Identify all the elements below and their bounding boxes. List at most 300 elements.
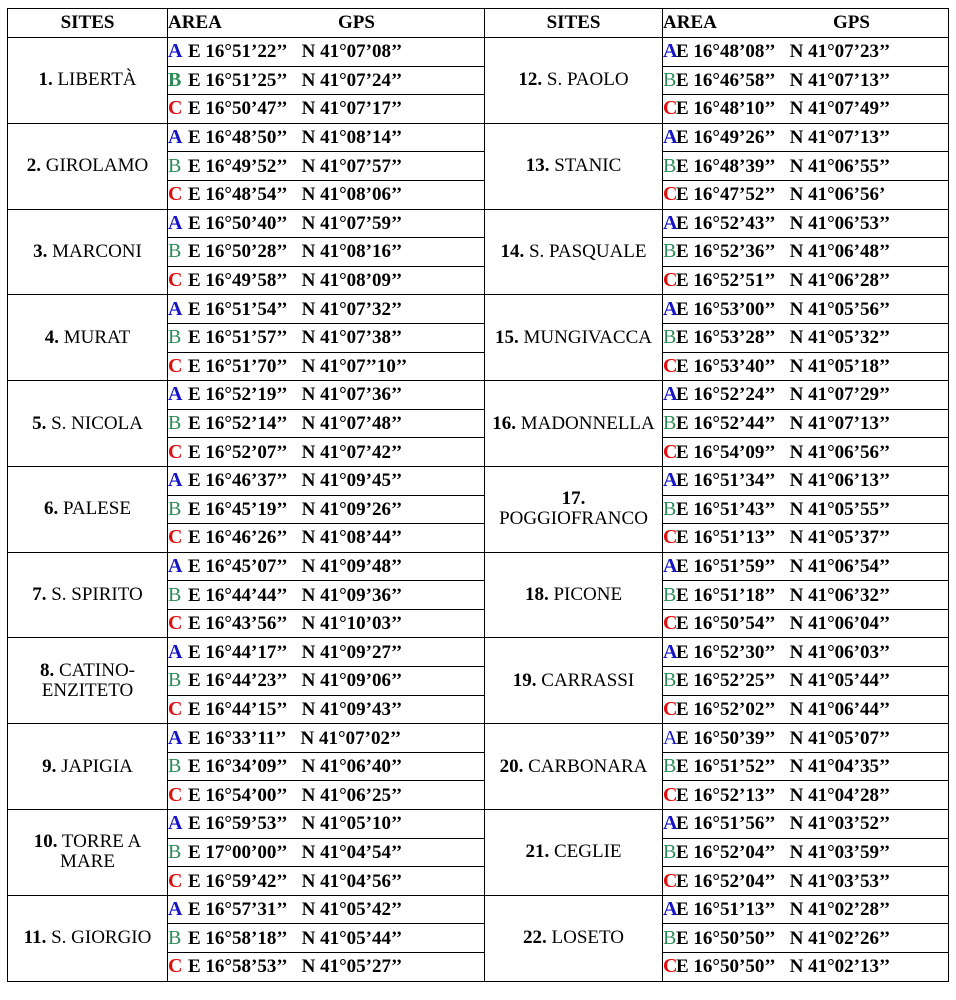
area-letter: B	[663, 68, 677, 91]
gps-cell	[168, 581, 485, 610]
gps-cell	[663, 695, 949, 724]
longitude: E 16°48’10’’	[676, 98, 776, 120]
longitude: E 16°52’04’’	[676, 870, 776, 892]
longitude: E 16°51’52’’	[676, 756, 776, 778]
latitude: N 41°09’26’’	[301, 498, 403, 520]
gps-cell	[663, 409, 949, 438]
area-letter: B	[663, 583, 677, 606]
area-letter: B	[168, 926, 182, 949]
site-name-cell	[8, 895, 168, 981]
site-name-cell	[8, 209, 168, 295]
site-name: MUNGIVACCA	[523, 326, 652, 348]
gps-cell	[168, 867, 485, 896]
longitude: E 16°52’13’’	[676, 784, 776, 806]
gps-cell	[663, 438, 949, 467]
gps-cell	[168, 695, 485, 724]
latitude: N 41°07’13’’	[789, 413, 891, 435]
longitude: E 16°51’43’’	[676, 498, 776, 520]
site-number: 12.	[518, 69, 543, 91]
gps-cell	[168, 609, 485, 638]
gps-sites-table	[7, 8, 949, 982]
area-letter: A	[168, 126, 183, 149]
longitude: E 16°50’47’’	[188, 98, 288, 120]
longitude: E 16°48’08’’	[676, 41, 776, 63]
area-letter: C	[663, 869, 678, 892]
gps-cell	[168, 381, 485, 410]
longitude: E 16°51’59’’	[676, 555, 776, 577]
latitude: N 41°02’26’’	[789, 927, 891, 949]
area-letter: B	[168, 154, 182, 177]
site-number: 16.	[492, 412, 516, 434]
area-letter: B	[168, 669, 182, 692]
area-letter: A	[663, 812, 678, 835]
site-name: LIBERTÀ	[57, 69, 137, 91]
longitude: E 16°58’18’’	[188, 927, 288, 949]
site-number: 3.	[33, 240, 48, 262]
site-name: PICONE	[553, 584, 623, 606]
area-letter: B	[168, 497, 182, 520]
site-number: 14.	[500, 240, 525, 262]
latitude: N 41°06’56’’	[789, 441, 891, 463]
area-letter: C	[168, 526, 183, 549]
site-name-cell	[8, 38, 168, 124]
gps-cell	[663, 924, 949, 953]
site-name-cell	[485, 724, 663, 810]
area-letter: A	[663, 554, 678, 577]
latitude: N 41°06’44’’	[789, 698, 891, 720]
longitude: E 16°51’13’’	[676, 899, 776, 921]
latitude: N 41°06’03’’	[789, 641, 891, 663]
area-header-left: AREA	[168, 12, 222, 33]
longitude: E 16°54’09’’	[676, 441, 776, 463]
latitude: N 41°05’55’’	[789, 498, 891, 520]
gps-cell	[663, 66, 949, 95]
site-name: S. PAOLO	[546, 69, 629, 91]
longitude: E 16°52’44’’	[676, 413, 776, 435]
gps-cell	[663, 953, 949, 982]
latitude: N 41°07’24’’	[301, 69, 403, 91]
site-name-cell	[485, 123, 663, 209]
longitude: E 16°54’00’’	[188, 784, 288, 806]
area-letter: A	[663, 126, 678, 149]
site-name-cell	[485, 38, 663, 124]
longitude: E 16°52’07’’	[188, 441, 288, 463]
area-letter: A	[663, 469, 678, 492]
latitude: N 41°06’54’’	[789, 555, 891, 577]
latitude: N 41°05’07’’	[789, 727, 891, 749]
table-body	[8, 38, 949, 982]
longitude: E 16°51’25’’	[188, 69, 288, 91]
longitude: E 16°51’70’’	[188, 355, 288, 377]
latitude: N 41°04’28’’	[789, 784, 891, 806]
latitude: N 41°04’56’’	[301, 870, 403, 892]
gps-cell	[168, 552, 485, 581]
latitude: N 41°08’44’’	[301, 527, 403, 549]
site-name: JAPIGIA	[61, 755, 133, 777]
latitude: N 41°05’56’’	[789, 298, 891, 320]
site-number: 19.	[512, 669, 537, 691]
site-name: TORRE A MARE	[60, 831, 142, 873]
area-letter: B	[663, 326, 677, 349]
site-name-cell	[8, 381, 168, 467]
table-row	[8, 209, 949, 238]
site-name: MARCONI	[52, 240, 142, 262]
area-letter: A	[168, 726, 183, 749]
gps-cell	[663, 95, 949, 124]
area-letter: C	[168, 869, 183, 892]
area-letter: B	[168, 755, 182, 778]
site-name: CATINO-ENZITETO	[41, 659, 135, 701]
gps-cell	[663, 266, 949, 295]
longitude: E 16°52’25’’	[676, 670, 776, 692]
sites-header-right: SITES	[485, 9, 663, 38]
area-letter: B	[663, 497, 677, 520]
latitude: N 41°07’49’’	[789, 98, 891, 120]
latitude: N 41°07’48’’	[301, 413, 403, 435]
site-number: 17.	[561, 488, 586, 510]
area-letter: A	[663, 297, 678, 320]
latitude: N 41°06’56’	[789, 184, 886, 206]
site-number: 11.	[23, 927, 47, 949]
area-gps-header-left	[168, 9, 485, 38]
longitude: E 16°45’07’’	[188, 555, 288, 577]
gps-cell	[663, 495, 949, 524]
area-letter: B	[663, 154, 677, 177]
gps-cell	[168, 409, 485, 438]
latitude: N 41°06’32’’	[789, 584, 891, 606]
longitude: E 16°34’09’’	[188, 756, 288, 778]
longitude: E 16°44’44’’	[188, 584, 288, 606]
area-gps-header-right	[663, 9, 949, 38]
site-number: 10.	[33, 831, 58, 853]
gps-cell	[168, 180, 485, 209]
longitude: E 16°48’54’’	[188, 184, 288, 206]
site-number: 20.	[499, 755, 524, 777]
longitude: E 16°52’24’’	[676, 384, 776, 406]
gps-cell	[663, 381, 949, 410]
latitude: N 41°07’08’’	[301, 41, 403, 63]
gps-cell	[663, 810, 949, 839]
header-row	[8, 9, 949, 38]
latitude: N 41°05’42’’	[301, 899, 403, 921]
site-name: MURAT	[63, 326, 131, 348]
latitude: N 41°06’28’’	[789, 270, 891, 292]
site-name-cell	[8, 552, 168, 638]
longitude: E 16°51’22’’	[188, 41, 288, 63]
site-name-cell	[485, 810, 663, 896]
area-letter: B	[663, 926, 677, 949]
gps-cell	[663, 352, 949, 381]
gps-cell	[168, 238, 485, 267]
longitude: E 16°50’50’’	[676, 956, 776, 978]
longitude: E 16°48’50’’	[188, 127, 288, 149]
latitude: N 41°06’55’’	[789, 155, 891, 177]
longitude: E 16°50’50’’	[676, 927, 776, 949]
latitude: N 41°07’36’’	[301, 384, 403, 406]
table-row	[8, 38, 949, 67]
site-number: 6.	[44, 498, 59, 520]
longitude: E 16°53’40’’	[676, 355, 776, 377]
site-name-cell	[8, 724, 168, 810]
longitude: E 16°44’23’’	[188, 670, 288, 692]
area-letter: B	[168, 583, 182, 606]
site-name-cell	[485, 209, 663, 295]
longitude: E 16°57’31’’	[188, 899, 288, 921]
site-name-cell	[8, 638, 168, 724]
gps-cell	[168, 95, 485, 124]
gps-cell	[663, 752, 949, 781]
gps-header-left: GPS	[338, 12, 375, 33]
longitude: E 16°53’00’’	[676, 298, 776, 320]
site-number: 4.	[44, 326, 59, 348]
area-letter: B	[663, 412, 677, 435]
site-name: POGGIOFRANCO	[499, 508, 648, 530]
area-letter: C	[663, 697, 678, 720]
site-name-cell	[485, 552, 663, 638]
latitude: N 41°09’36’’	[301, 584, 403, 606]
longitude: E 16°49’52’’	[188, 155, 288, 177]
longitude: E 16°46’37’’	[188, 470, 288, 492]
latitude: N 41°07’38’’	[301, 327, 403, 349]
sites-header-left: SITES	[8, 9, 168, 38]
latitude: N 41°09’48’’	[301, 555, 403, 577]
latitude: N 41°09’27’’	[301, 641, 403, 663]
area-letter: C	[663, 783, 678, 806]
area-letter: A	[168, 898, 183, 921]
site-name: CARRASSI	[541, 669, 635, 691]
site-name-cell	[485, 638, 663, 724]
site-number: 8.	[40, 659, 55, 681]
site-name: S. NICOLA	[51, 412, 143, 434]
area-letter: C	[168, 783, 183, 806]
latitude: N 41°05’18’’	[789, 355, 891, 377]
gps-cell	[663, 38, 949, 67]
latitude: N 41°05’44’’	[789, 670, 891, 692]
gps-cell	[168, 667, 485, 696]
area-letter: C	[663, 354, 678, 377]
area-letter: A	[663, 40, 678, 63]
area-letter: C	[663, 955, 678, 978]
gps-cell	[168, 152, 485, 181]
area-letter: B	[168, 840, 182, 863]
gps-cell	[663, 552, 949, 581]
area-letter: A	[663, 211, 678, 234]
area-letter: C	[663, 526, 678, 549]
site-name-cell	[485, 381, 663, 467]
gps-cell	[168, 323, 485, 352]
table-row	[8, 552, 949, 581]
longitude: E 16°49’58’’	[188, 270, 288, 292]
longitude: E 16°52’43’’	[676, 212, 776, 234]
area-letter: A	[168, 211, 183, 234]
gps-cell	[663, 180, 949, 209]
longitude: E 16°51’56’’	[676, 813, 776, 835]
latitude: N 41°07’42’’	[301, 441, 403, 463]
latitude: N 41°07’23’’	[789, 41, 891, 63]
latitude: N 41°07’17’’	[301, 98, 403, 120]
site-name-cell	[8, 295, 168, 381]
area-letter: C	[168, 612, 183, 635]
site-number: 15.	[495, 326, 519, 348]
area-letter: A	[168, 554, 183, 577]
site-name-cell	[8, 123, 168, 209]
latitude: N 41°03’52’’	[789, 813, 891, 835]
gps-cell	[168, 466, 485, 495]
area-letter: A	[168, 383, 183, 406]
gps-cell	[168, 38, 485, 67]
table-row	[8, 810, 949, 839]
longitude: E 16°51’57’’	[188, 327, 288, 349]
latitude: N 41°05’32’’	[789, 327, 891, 349]
area-letter: C	[663, 183, 678, 206]
site-name-cell	[485, 295, 663, 381]
latitude: N 41°07’13’’	[789, 127, 891, 149]
longitude: E 16°50’54’’	[676, 613, 776, 635]
longitude: E 16°43’56’’	[188, 613, 288, 635]
table-row	[8, 123, 949, 152]
longitude: E 17°00’00’’	[188, 841, 288, 863]
table-row	[8, 381, 949, 410]
area-header-right: AREA	[663, 12, 717, 33]
area-letter: C	[663, 612, 678, 635]
site-name: LOSETO	[551, 927, 624, 949]
site-name-cell	[485, 466, 663, 552]
longitude: E 16°52’04’’	[676, 841, 776, 863]
area-letter: A	[168, 469, 183, 492]
area-letter: A	[663, 898, 678, 921]
gps-cell	[168, 66, 485, 95]
table-row	[8, 895, 949, 924]
gps-cell	[168, 895, 485, 924]
latitude: N 41°03’59’’	[789, 841, 891, 863]
gps-cell	[663, 667, 949, 696]
table-row	[8, 724, 949, 753]
site-name: STANIC	[554, 155, 622, 177]
gps-cell	[168, 924, 485, 953]
gps-cell	[663, 867, 949, 896]
area-letter: A	[168, 640, 183, 663]
site-name: PALESE	[63, 498, 131, 520]
latitude: N 41°06’04’’	[789, 613, 891, 635]
gps-cell	[663, 295, 949, 324]
gps-cell	[663, 466, 949, 495]
site-number: 9.	[42, 755, 57, 777]
latitude: N 41°04’54’’	[301, 841, 403, 863]
longitude: E 16°47’52’’	[676, 184, 776, 206]
gps-cell	[168, 266, 485, 295]
gps-header-right: GPS	[833, 12, 870, 33]
longitude: E 16°44’17’’	[188, 641, 288, 663]
gps-cell	[663, 638, 949, 667]
latitude: N 41°07’57’’	[301, 155, 403, 177]
site-number: 1.	[38, 69, 53, 91]
longitude: E 16°50’28’’	[188, 241, 288, 263]
longitude: E 16°50’39’’	[676, 727, 776, 749]
latitude: N 41°08’06’’	[301, 184, 403, 206]
site-name-cell	[485, 895, 663, 981]
site-name: GIROLAMO	[45, 155, 149, 177]
gps-cell	[168, 810, 485, 839]
longitude: E 16°58’53’’	[188, 956, 288, 978]
area-letter: B	[663, 669, 677, 692]
gps-cell	[663, 609, 949, 638]
gps-cell	[663, 524, 949, 553]
site-name: S. PASQUALE	[528, 240, 647, 262]
area-letter: C	[663, 269, 678, 292]
site-number: 13.	[525, 155, 550, 177]
site-name-cell	[8, 466, 168, 552]
gps-cell	[168, 838, 485, 867]
gps-cell	[663, 838, 949, 867]
latitude: N 41°09’06’’	[301, 670, 403, 692]
site-name: CARBONARA	[528, 755, 648, 777]
longitude: E 16°33’11’’	[188, 727, 287, 749]
longitude: E 16°53’28’’	[676, 327, 776, 349]
longitude: E 16°51’34’’	[676, 470, 776, 492]
area-letter: B	[168, 68, 182, 91]
longitude: E 16°59’53’’	[188, 813, 288, 835]
latitude: N 41°07’59’’	[301, 212, 403, 234]
latitude: N 41°04’35’’	[789, 756, 891, 778]
gps-cell	[663, 323, 949, 352]
latitude: N 41°10’03’’	[301, 613, 403, 635]
longitude: E 16°59’42’’	[188, 870, 288, 892]
gps-cell	[168, 438, 485, 467]
area-letter: B	[663, 755, 677, 778]
gps-cell	[663, 781, 949, 810]
latitude: N 41°08’14’’	[301, 127, 403, 149]
area-letter: B	[168, 326, 182, 349]
area-letter: C	[168, 354, 183, 377]
longitude: E 16°52’02’’	[676, 698, 776, 720]
area-letter: C	[168, 269, 183, 292]
site-number: 22.	[523, 927, 547, 949]
latitude: N 41°07’’10’’	[301, 355, 408, 377]
gps-cell	[663, 724, 949, 753]
site-name: CEGLIE	[553, 841, 622, 863]
latitude: N 41°05’37’’	[789, 527, 891, 549]
latitude: N 41°02’13’’	[789, 956, 891, 978]
site-number: 18.	[524, 584, 549, 606]
area-letter: A	[663, 640, 678, 663]
latitude: N 41°09’43’’	[301, 698, 403, 720]
gps-cell	[663, 581, 949, 610]
longitude: E 16°45’19’’	[188, 498, 288, 520]
gps-cell	[168, 295, 485, 324]
gps-cell	[663, 152, 949, 181]
area-letter: B	[168, 240, 182, 263]
site-number: 21.	[525, 841, 550, 863]
latitude: N 41°08’09’’	[301, 270, 403, 292]
gps-cell	[168, 209, 485, 238]
site-number: 7.	[32, 584, 47, 606]
latitude: N 41°05’27’’	[301, 956, 403, 978]
gps-cell	[663, 895, 949, 924]
longitude: E 16°52’51’’	[676, 270, 776, 292]
longitude: E 16°51’18’’	[676, 584, 776, 606]
site-name-cell	[8, 810, 168, 896]
gps-cell	[168, 638, 485, 667]
site-number: 5.	[32, 412, 47, 434]
gps-cell	[168, 724, 485, 753]
area-letter: C	[168, 183, 183, 206]
site-name: S. GIORGIO	[51, 927, 152, 949]
latitude: N 41°07’32’’	[301, 298, 403, 320]
latitude: N 41°06’48’’	[789, 241, 891, 263]
gps-cell	[168, 123, 485, 152]
longitude: E 16°46’26’’	[188, 527, 288, 549]
latitude: N 41°06’25’’	[301, 784, 403, 806]
